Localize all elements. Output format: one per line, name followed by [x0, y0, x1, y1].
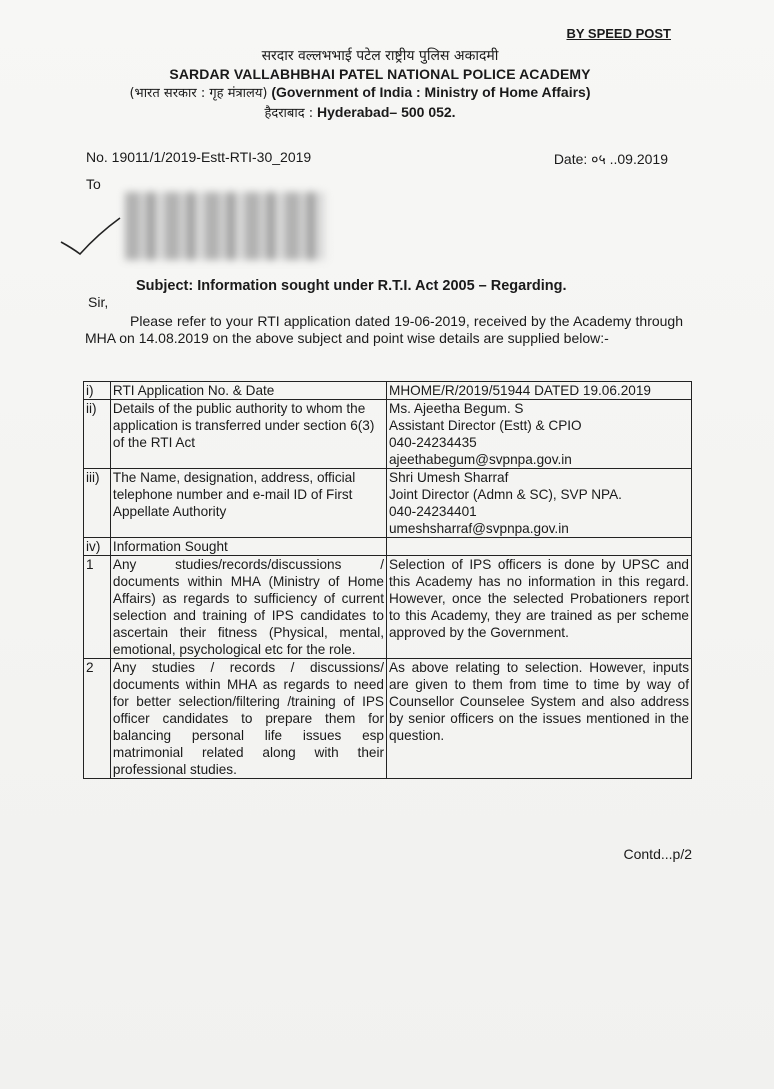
city-line	[60, 103, 660, 123]
ministry-line	[60, 83, 660, 103]
row-label: Any studies/records/discussions / documents within MHA (Ministry of Home Affairs) as regards to sufficiency of current selection and training of IPS candidates to ascertain their fitness (Physical, mental, emotional, psychological etc for the role.	[110, 556, 386, 659]
salutation: Sir,	[88, 294, 109, 310]
rti-details-table	[83, 381, 692, 779]
redacted-address	[125, 192, 325, 260]
faa-designation: Joint Director (Admn & SC), SVP NPA.	[389, 487, 622, 502]
body-text: Please refer to your RTI application dated 19-06-2019, received by the Academy through MHA on 14.08.2019 on the above subject and point wise details are supplied below:-	[85, 313, 683, 346]
table-row	[84, 659, 692, 779]
ministry-hindi: (भारत सरकार : गृह मंत्रालय)	[129, 86, 268, 101]
subject-line: Subject: Information sought under R.T.I. Act 2005 – Regarding.	[136, 278, 567, 294]
row-label: RTI Application No. & Date	[110, 382, 386, 400]
cpio-email: ajeethabegum@svpnpa.gov.in	[389, 452, 572, 467]
cpio-name: Ms. Ajeetha Begum. S	[389, 401, 524, 416]
row-label: Information Sought	[110, 538, 386, 556]
row-value: As above relating to selection. However, inputs are given to them from time to time by way of Counsellor Counselee System and also address by senior officers on the issues mentioned in the question.	[387, 659, 692, 779]
hindi-title: सरदार वल्लभभाई पटेल राष्ट्रीय पुलिस अकादमी	[261, 48, 499, 64]
row-label: Any studies / records / discussions/ documents within MHA as regards to need for better selection/filtering /training of IPS officer candidates to prepare them for balancing personal life issues esp matrimonial related along with their professional studies.	[110, 659, 386, 779]
faa-name: Shri Umesh Sharraf	[389, 470, 509, 485]
table-row	[84, 382, 692, 400]
faa-phone: 040-24234401	[389, 504, 477, 519]
body-paragraph	[85, 313, 683, 347]
to-label: To	[86, 176, 101, 192]
table-row	[84, 469, 692, 538]
letter-date: Date: ०५ ..09.2019	[553, 151, 668, 167]
row-value	[387, 469, 692, 538]
ministry-english: (Government of India : Ministry of Home Affairs)	[271, 84, 591, 100]
handwritten-tick-icon	[58, 212, 128, 262]
row-number: ii)	[84, 400, 111, 469]
row-value	[387, 400, 692, 469]
row-number: i)	[84, 382, 111, 400]
table-row	[84, 538, 692, 556]
cpio-phone: 040-24234435	[389, 435, 477, 450]
letterhead	[100, 47, 660, 123]
cpio-designation: Assistant Director (Estt) & CPIO	[389, 418, 582, 433]
table-row	[84, 556, 692, 659]
faa-email: umeshsharraf@svpnpa.gov.in	[389, 521, 569, 536]
city-hindi: हैदराबाद :	[264, 106, 314, 121]
row-label: The Name, designation, address, official telephone number and e-mail ID of First Appellate Authority	[110, 469, 386, 538]
continued-note: Contd...p/2	[623, 846, 692, 862]
row-number: iii)	[84, 469, 111, 538]
reference-number: No. 19011/1/2019-Estt-RTI-30_2019	[86, 149, 312, 165]
row-number: 2	[84, 659, 111, 779]
row-value: MHOME/R/2019/51944 DATED 19.06.2019	[387, 382, 692, 400]
row-number: 1	[84, 556, 111, 659]
row-value	[387, 538, 692, 556]
row-number: iv)	[84, 538, 111, 556]
city-english: Hyderabad– 500 052.	[317, 104, 456, 120]
row-value: Selection of IPS officers is done by UPSC and this Academy has no information in this regard. However, once the selected Probationers report to this Academy, they are trained as per scheme approved by the Government.	[387, 556, 692, 659]
row-label: Details of the public authority to whom the application is transferred under section 6(3) of the RTI Act	[110, 400, 386, 469]
speed-post-label: BY SPEED POST	[566, 26, 671, 41]
table-row	[84, 400, 692, 469]
academy-title: SARDAR VALLABHBHAI PATEL NATIONAL POLICE ACADEMY	[169, 66, 591, 82]
